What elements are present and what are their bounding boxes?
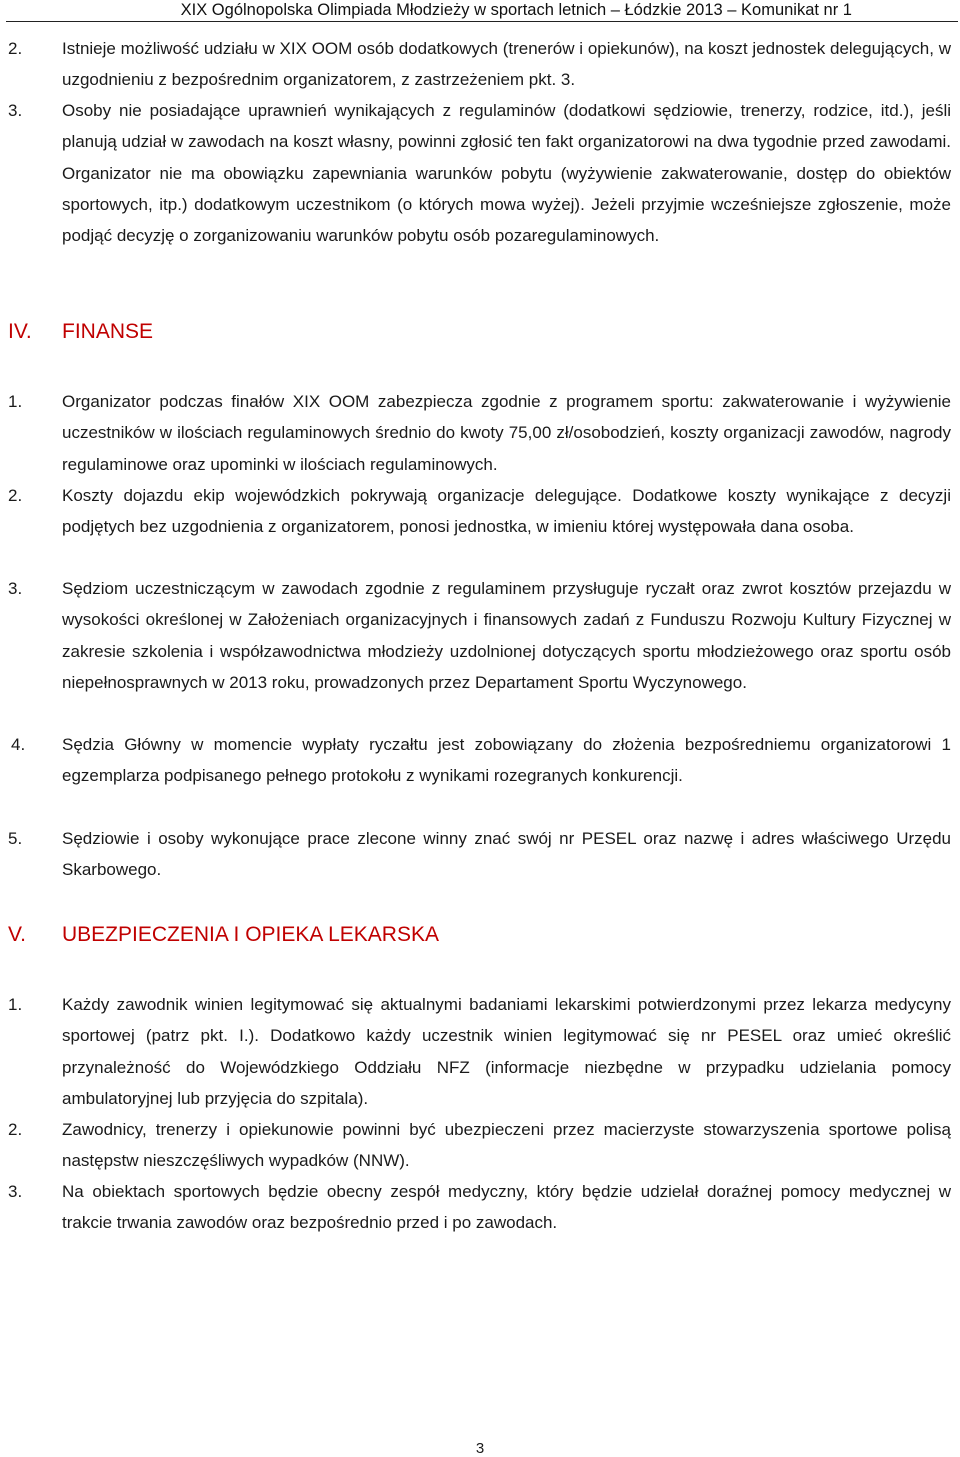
section-title: UBEZPIECZENIA I OPIEKA LEKARSKA: [62, 923, 439, 946]
item-number: 2.: [8, 486, 23, 505]
item-number: 3.: [8, 101, 23, 120]
item-text: Każdy zawodnik winien legitymować się aktualnymi badaniami lekarskimi potwierdzonymi przez lekarza medycyny sportowej (patrz pkt. I.). Dodatkowo każdy uczestnik winien legitymować się nr PESEL oraz umieć określić przynależność do Wojewódzkiego Oddziału NFZ (informacje niezbędne w przypadku udzielania pomocy ambulatoryjnej lub przyjęcia do szpitala).: [62, 995, 951, 1108]
item-text: Istnieje możliwość udziału w XIX OOM osób dodatkowych (trenerów i opiekunów), na koszt jednostek delegujących, w uzgodnieniu z bezpośrednim organizatorem, z zastrzeżeniem pkt. 3.: [62, 39, 951, 90]
section-title: FINANSE: [62, 320, 154, 343]
item-number: 1.: [8, 995, 23, 1014]
header-divider: [6, 21, 958, 22]
header-title: XIX Ogólnopolska Olimpiada Młodzieży w sportach letnich – Łódzkie 2013 – Komunikat nr 1: [180, 1, 852, 19]
item-number: 1.: [8, 392, 23, 411]
item-number: 2.: [8, 1120, 23, 1139]
running-header: [0, 0, 960, 22]
item-text: Sędzia Główny w momencie wypłaty ryczałtu jest zobowiązany do złożenia bezpośredniemu organizatorowi 1 egzemplarza podpisanego pełnego protokołu z wynikami rozegranych konkurencji.: [62, 735, 951, 786]
item-text: Organizator podczas finałów XIX OOM zabezpiecza zgodnie z programem sportu: zakwaterowanie i wyżywienie uczestników w ilościach regulaminowych średnio do kwoty 75,00 zł/osobodzień, koszty organizacji zawodów, nagrody regulaminowe oraz upominki w ilościach regulaminowych.: [62, 392, 951, 474]
item-text: Sędziowie i osoby wykonujące prace zlecone winny znać swój nr PESEL oraz nazwę i adres właściwego Urzędu Skarbowego.: [62, 829, 951, 880]
section-number: V.: [8, 923, 26, 946]
page-number: 3: [475, 1440, 485, 1457]
item-number: 5.: [8, 829, 23, 848]
item-text: Osoby nie posiadające uprawnień wynikających z regulaminów (dodatkowi sędziowie, trenerzy, rodzice, itd.), jeśli planują udział w zawodach na koszt własny, powinni zgłosić ten fakt organizatorowi na dwa tygodnie przed zawodami. Organizator nie ma obowiązku zapewniania warunków pobytu (wyżywienie zakwaterowanie, dostęp do obiektów sportowych, itp.) dodatkowym uczestnikom (o których mowa wyżej). Jeżeli przyjmie wcześniejsze zgłoszenie, może podjąć decyzję o zorganizowaniu warunków pobytu osób pozaregulaminowych.: [62, 101, 951, 246]
item-number: 3.: [8, 1182, 23, 1201]
item-text: Sędziom uczestniczącym w zawodach zgodnie z regulaminem przysługuje ryczałt oraz zwrot kosztów przejazdu w wysokości określonej w Założeniach organizacyjnych i finansowych zadań z Funduszu Rozwoju Kultury Fizycznej w zakresie szkolenia i współzawodnictwa młodzieży uzdolnionej dotyczących sportu młodzieżowego oraz sportu osób niepełnosprawnych w 2013 roku, prowadzonych przez Departament Sportu Wyczynowego.: [62, 579, 951, 692]
item-text: Koszty dojazdu ekip wojewódzkich pokrywają organizacje delegujące. Dodatkowe koszty wynikające z decyzji podjętych bez uzgodnienia z organizatorem, ponosi jednostka, w imieniu której występowała dana osoba.: [62, 486, 951, 537]
item-number: 2.: [8, 39, 23, 58]
item-number: 3.: [8, 579, 23, 598]
item-text: Na obiektach sportowych będzie obecny zespół medyczny, który będzie udzielał doraźnej pomocy medycznej w trakcie trwania zawodów oraz bezpośrednio przed i po zawodach.: [62, 1182, 951, 1233]
item-number: 4.: [11, 735, 26, 754]
item-text: Zawodnicy, trenerzy i opiekunowie powinni być ubezpieczeni przez macierzyste stowarzyszenia sportowe polisą następstw nieszczęśliwych wypadków (NNW).: [62, 1120, 951, 1171]
section-number: IV.: [8, 320, 32, 343]
